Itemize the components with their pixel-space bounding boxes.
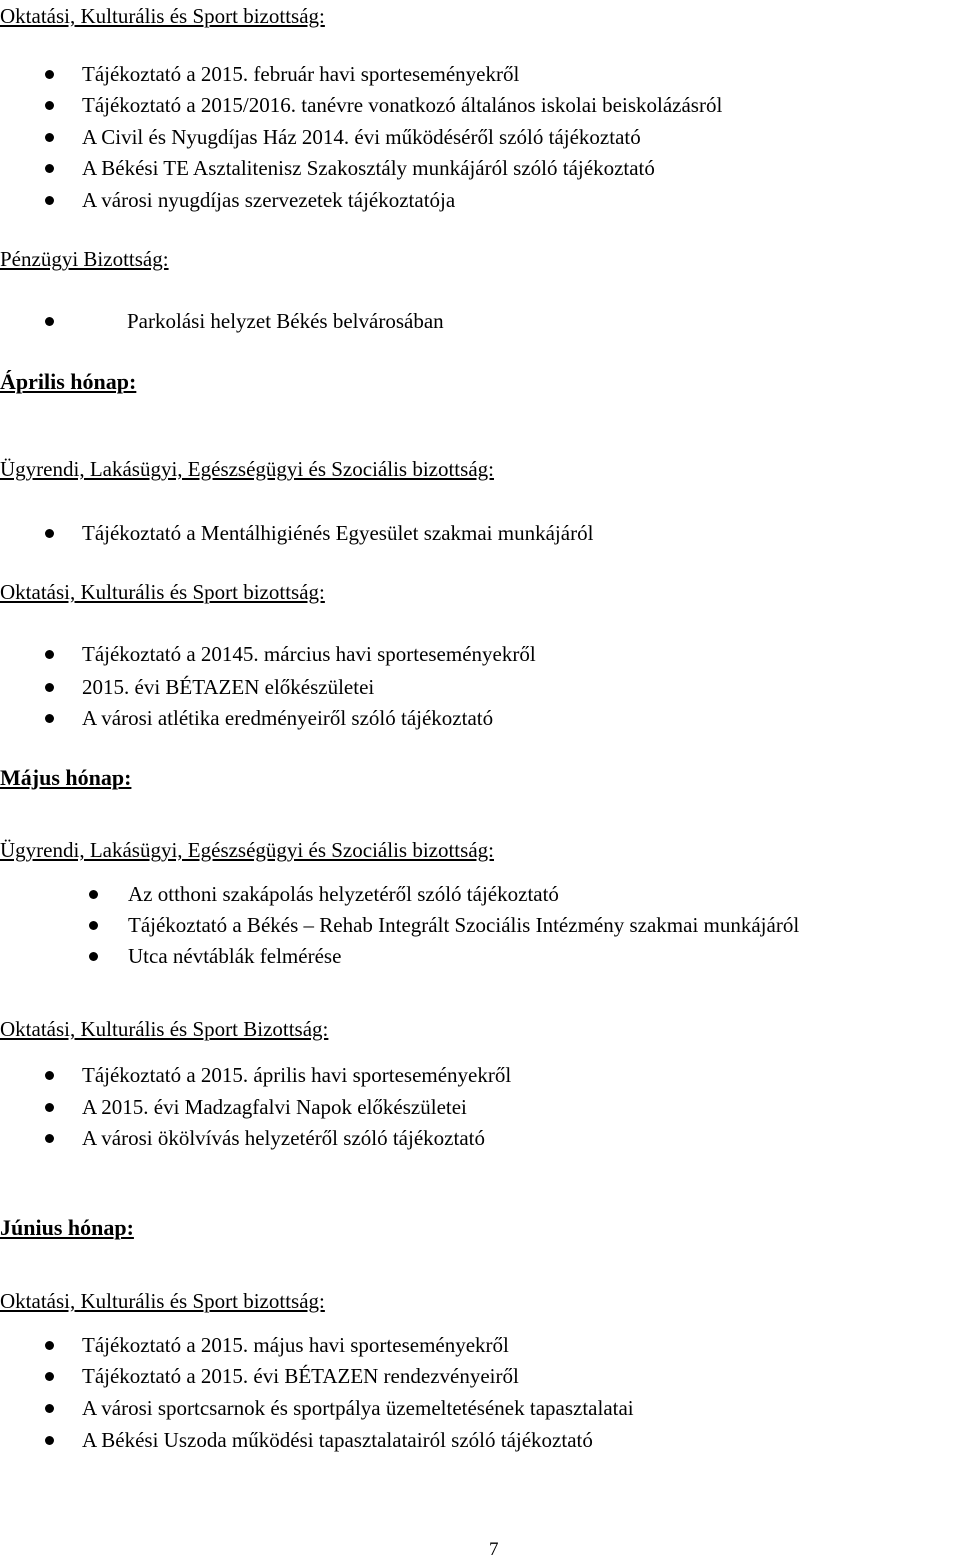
month-heading-junius: Június hónap: <box>0 1215 134 1240</box>
list-item: 2015. évi BÉTAZEN előkészületei <box>82 675 375 699</box>
committee-heading-penzugyi: Pénzügyi Bizottság: <box>0 247 169 271</box>
bullet-icon <box>45 133 54 142</box>
bullet-icon <box>45 196 54 205</box>
list-item: A városi nyugdíjas szervezetek tájékoztatója <box>82 188 456 212</box>
committee-heading-oktatasi: Oktatási, Kulturális és Sport bizottság: <box>0 4 325 28</box>
list-item: Tájékoztató a 2015. évi BÉTAZEN rendezvényeiről <box>82 1364 519 1388</box>
month-heading-majus: Május hónap: <box>0 765 132 790</box>
list-item: Az otthoni szakápolás helyzetéről szóló tájékoztató <box>128 882 559 906</box>
bullet-icon <box>45 529 54 538</box>
committee-heading-ugyrendi: Ügyrendi, Lakásügyi, Egészségügyi és Szociális bizottság: <box>0 838 494 862</box>
list-item: A városi atlétika eredményeiről szóló tájékoztató <box>82 706 494 730</box>
committee-heading-oktatasi: Oktatási, Kulturális és Sport bizottság: <box>0 1289 325 1313</box>
list-item: Tájékoztató a 2015/2016. tanévre vonatkozó általános iskolai beiskolázásról <box>82 93 723 117</box>
month-heading-aprilis: Április hónap: <box>0 369 137 394</box>
bullet-icon <box>89 890 98 899</box>
list-item: Parkolási helyzet Békés belvárosában <box>127 309 444 333</box>
bullet-icon <box>89 921 98 930</box>
bullet-icon <box>45 317 54 326</box>
committee-heading-oktatasi: Oktatási, Kulturális és Sport bizottság: <box>0 580 325 604</box>
committee-heading-ugyrendi: Ügyrendi, Lakásügyi, Egészségügyi és Szociális bizottság: <box>0 457 494 481</box>
list-item: Tájékoztató a 20145. március havi sporteseményekről <box>82 642 536 666</box>
list-item: A városi sportcsarnok és sportpálya üzemeltetésének tapasztalatai <box>82 1396 634 1420</box>
bullet-icon <box>45 683 54 692</box>
bullet-icon <box>45 1436 54 1445</box>
list-item: A Békési TE Asztalitenisz Szakosztály munkájáról szóló tájékoztató <box>82 156 655 180</box>
page-number: 7 <box>489 1539 499 1560</box>
committee-heading-oktatasi: Oktatási, Kulturális és Sport Bizottság: <box>0 1017 329 1041</box>
bullet-icon <box>45 1071 54 1080</box>
list-item: A Civil és Nyugdíjas Ház 2014. évi működéséről szóló tájékoztató <box>82 125 641 149</box>
list-item: Utca névtáblák felmérése <box>128 944 342 968</box>
bullet-icon <box>45 70 54 79</box>
bullet-icon <box>45 164 54 173</box>
list-item: Tájékoztató a 2015. február havi sporteseményekről <box>82 62 520 86</box>
bullet-icon <box>45 1372 54 1381</box>
bullet-icon <box>45 101 54 110</box>
bullet-icon <box>45 1103 54 1112</box>
bullet-icon <box>45 714 54 723</box>
list-item: A Békési Uszoda működési tapasztalatairól szóló tájékoztató <box>82 1428 593 1452</box>
list-item: A 2015. évi Madzagfalvi Napok előkészületei <box>82 1095 467 1119</box>
list-item: Tájékoztató a Békés – Rehab Integrált Szociális Intézmény szakmai munkájáról <box>128 913 800 937</box>
list-item: Tájékoztató a Mentálhigiénés Egyesület szakmai munkájáról <box>82 521 594 545</box>
list-item: Tájékoztató a 2015. április havi sporteseményekről <box>82 1063 512 1087</box>
bullet-icon <box>45 1341 54 1350</box>
bullet-icon <box>89 952 98 961</box>
bullet-icon <box>45 1404 54 1413</box>
bullet-icon <box>45 650 54 659</box>
bullet-icon <box>45 1134 54 1143</box>
list-item: A városi ökölvívás helyzetéről szóló tájékoztató <box>82 1126 485 1150</box>
list-item: Tájékoztató a 2015. május havi sporteseményekről <box>82 1333 509 1357</box>
